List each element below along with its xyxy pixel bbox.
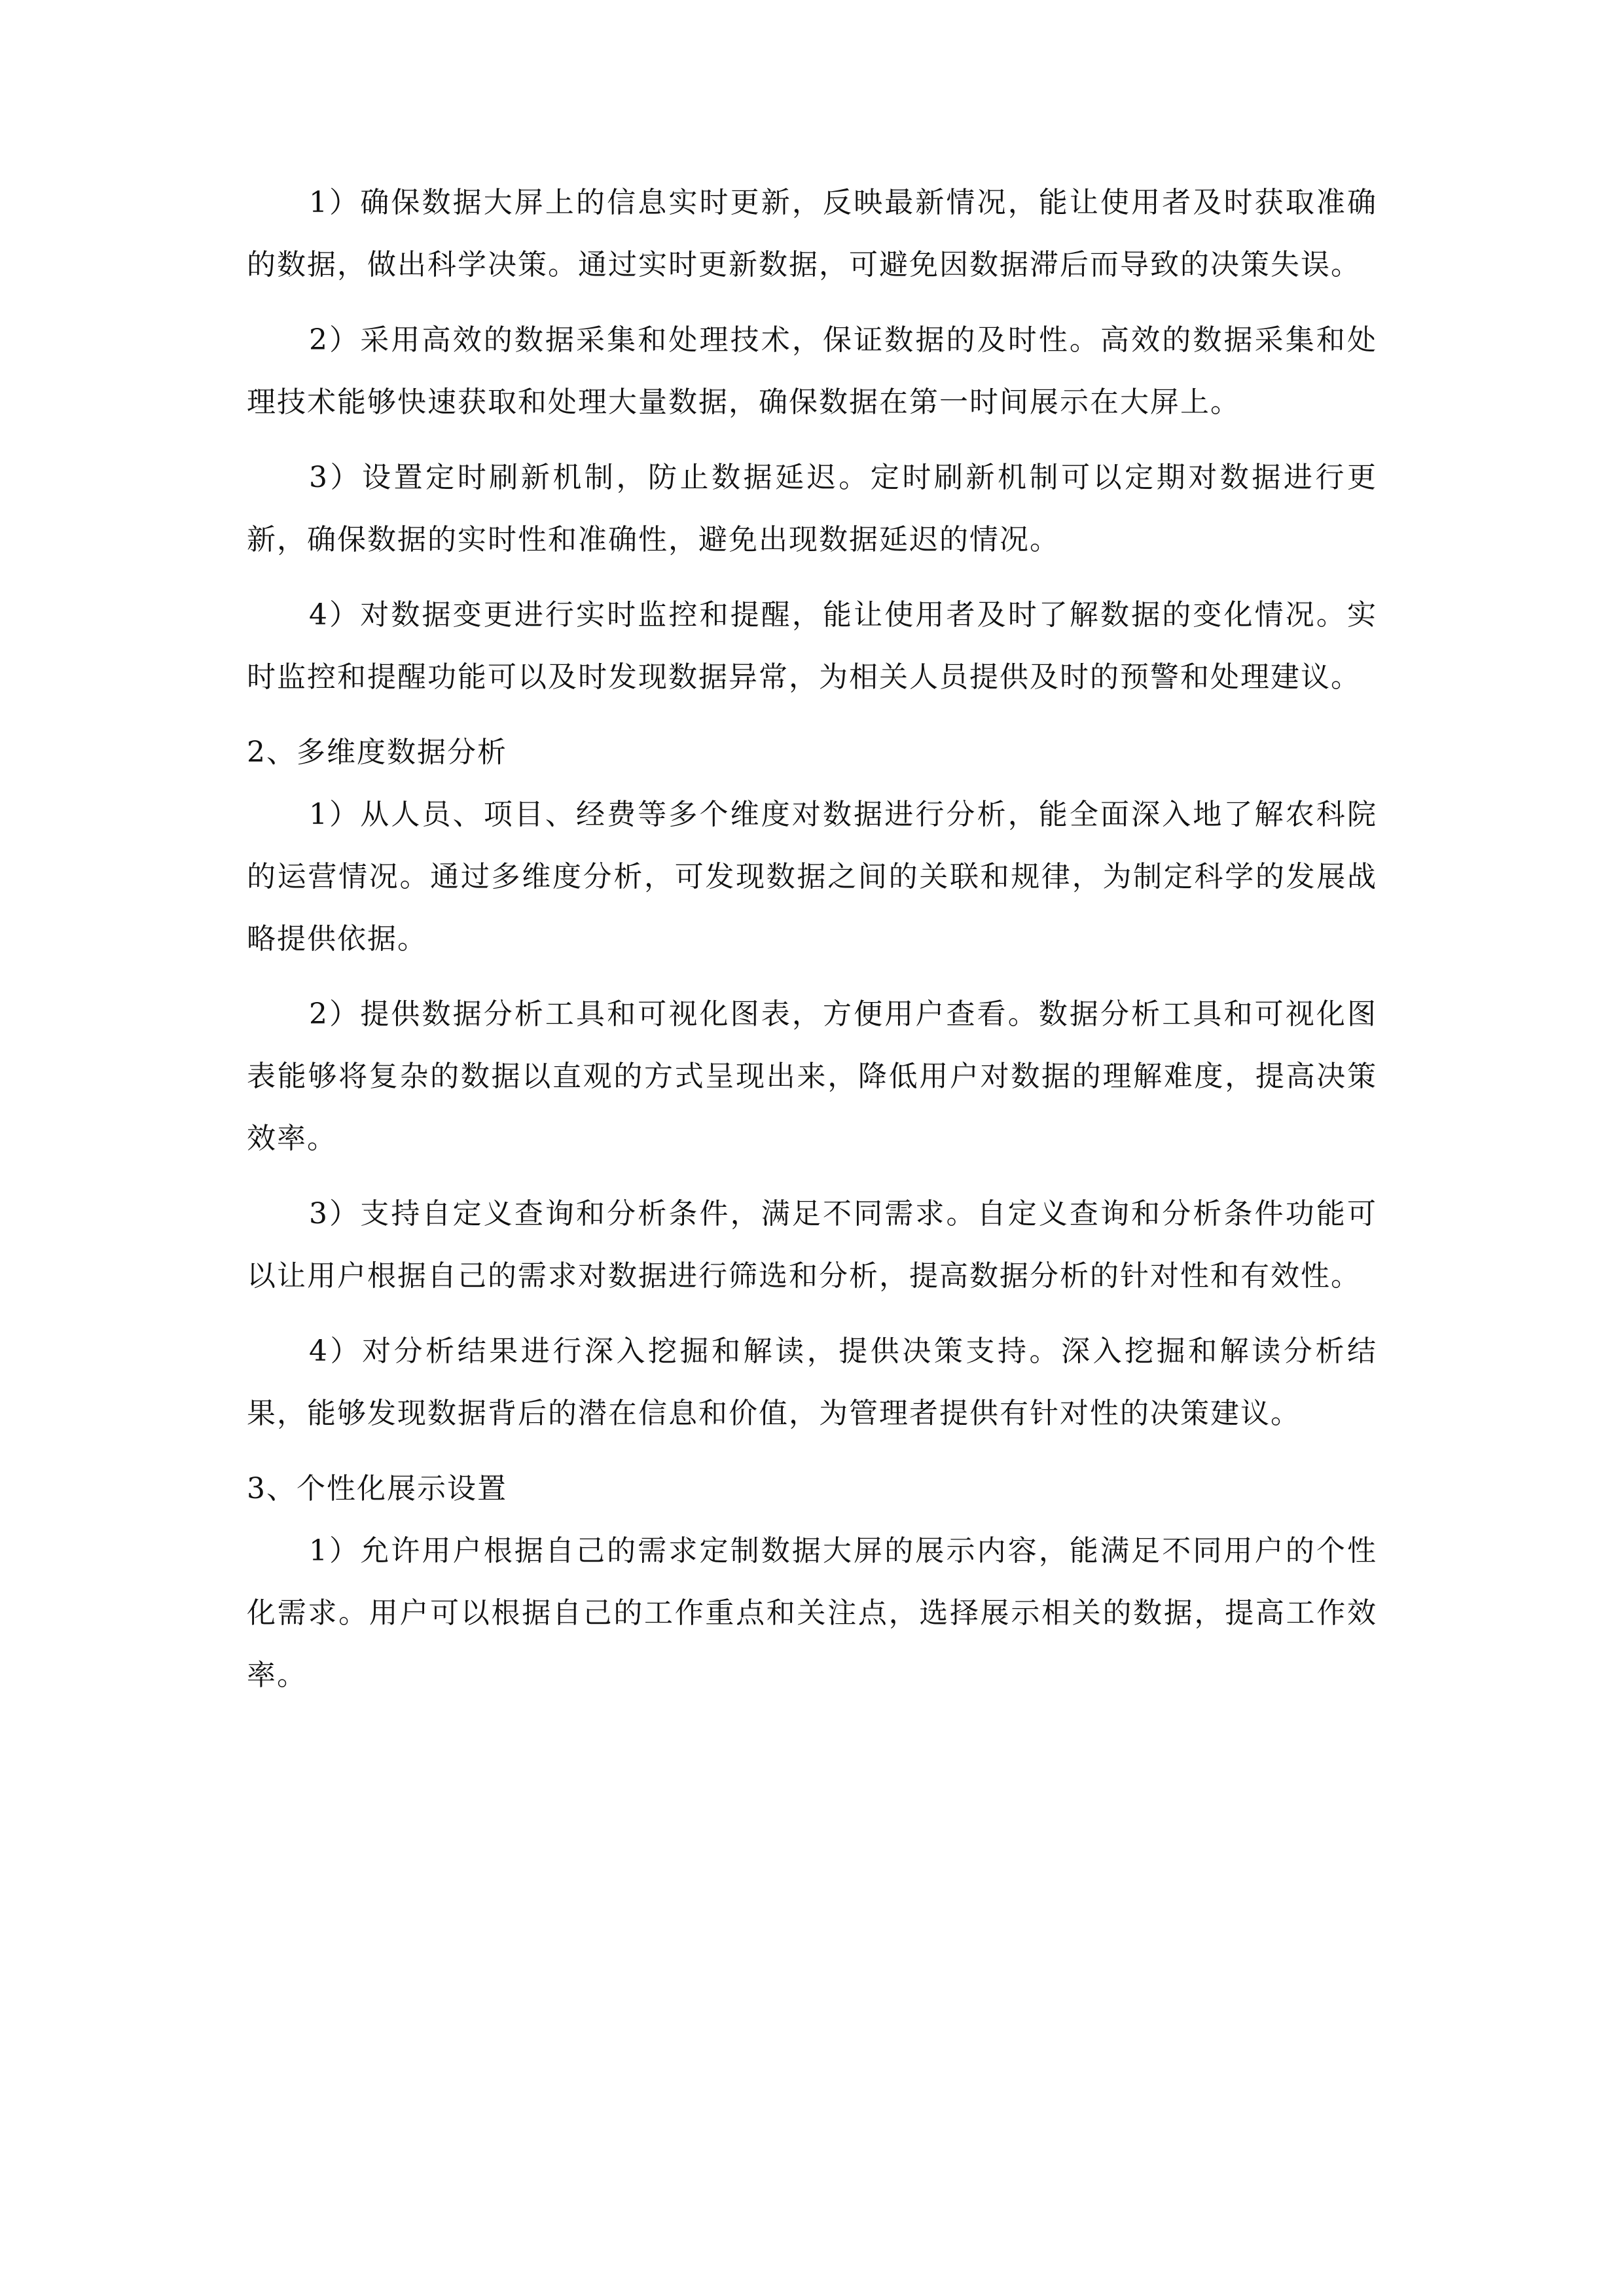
paragraph-custom-query: 3）支持自定义查询和分析条件，满足不同需求。自定义查询和分析条件功能可以让用户根据自己的需求对数据进行筛选和分析，提高数据分析的针对性和有效性。: [247, 1197, 1377, 1293]
section-heading-personalized-display: 3、个性化展示设置: [247, 1472, 507, 1505]
section-heading-multidimensional-analysis: 2、多维度数据分析: [247, 736, 507, 769]
paragraph-analysis-tools: 2）提供数据分析工具和可视化图表，方便用户查看。数据分析工具和可视化图表能够将复杂的数据以直观的方式呈现出来，降低用户对数据的理解难度，提高决策效率。: [247, 997, 1377, 1155]
paragraph-deep-mining: 4）对分析结果进行深入挖掘和解读，提供决策支持。深入挖掘和解读分析结果，能够发现数据背后的潜在信息和价值，为管理者提供有针对性的决策建议。: [247, 1335, 1377, 1430]
paragraph-realtime-update: 1）确保数据大屏上的信息实时更新，反映最新情况，能让使用者及时获取准确的数据，做出科学决策。通过实时更新数据，可避免因数据滞后而导致的决策失误。: [247, 186, 1377, 281]
document-body: [247, 171, 1377, 1719]
paragraph-efficient-collection: 2）采用高效的数据采集和处理技术，保证数据的及时性。高效的数据采集和处理技术能够快速获取和处理大量数据，确保数据在第一时间展示在大屏上。: [247, 323, 1377, 419]
paragraph-change-monitoring: 4）对数据变更进行实时监控和提醒，能让使用者及时了解数据的变化情况。实时监控和提醒功能可以及时发现数据异常，为相关人员提供及时的预警和处理建议。: [247, 598, 1377, 694]
paragraph-scheduled-refresh: 3）设置定时刷新机制，防止数据延迟。定时刷新机制可以定期对数据进行更新，确保数据的实时性和准确性，避免出现数据延迟的情况。: [247, 461, 1377, 556]
paragraph-custom-display: 1）允许用户根据自己的需求定制数据大屏的展示内容，能满足不同用户的个性化需求。用户可以根据自己的工作重点和关注点，选择展示相关的数据，提高工作效率。: [247, 1534, 1377, 1692]
paragraph-multidimensional: 1）从人员、项目、经费等多个维度对数据进行分析，能全面深入地了解农科院的运营情况。通过多维度分析，可发现数据之间的关联和规律，为制定科学的发展战略提供依据。: [247, 798, 1377, 956]
